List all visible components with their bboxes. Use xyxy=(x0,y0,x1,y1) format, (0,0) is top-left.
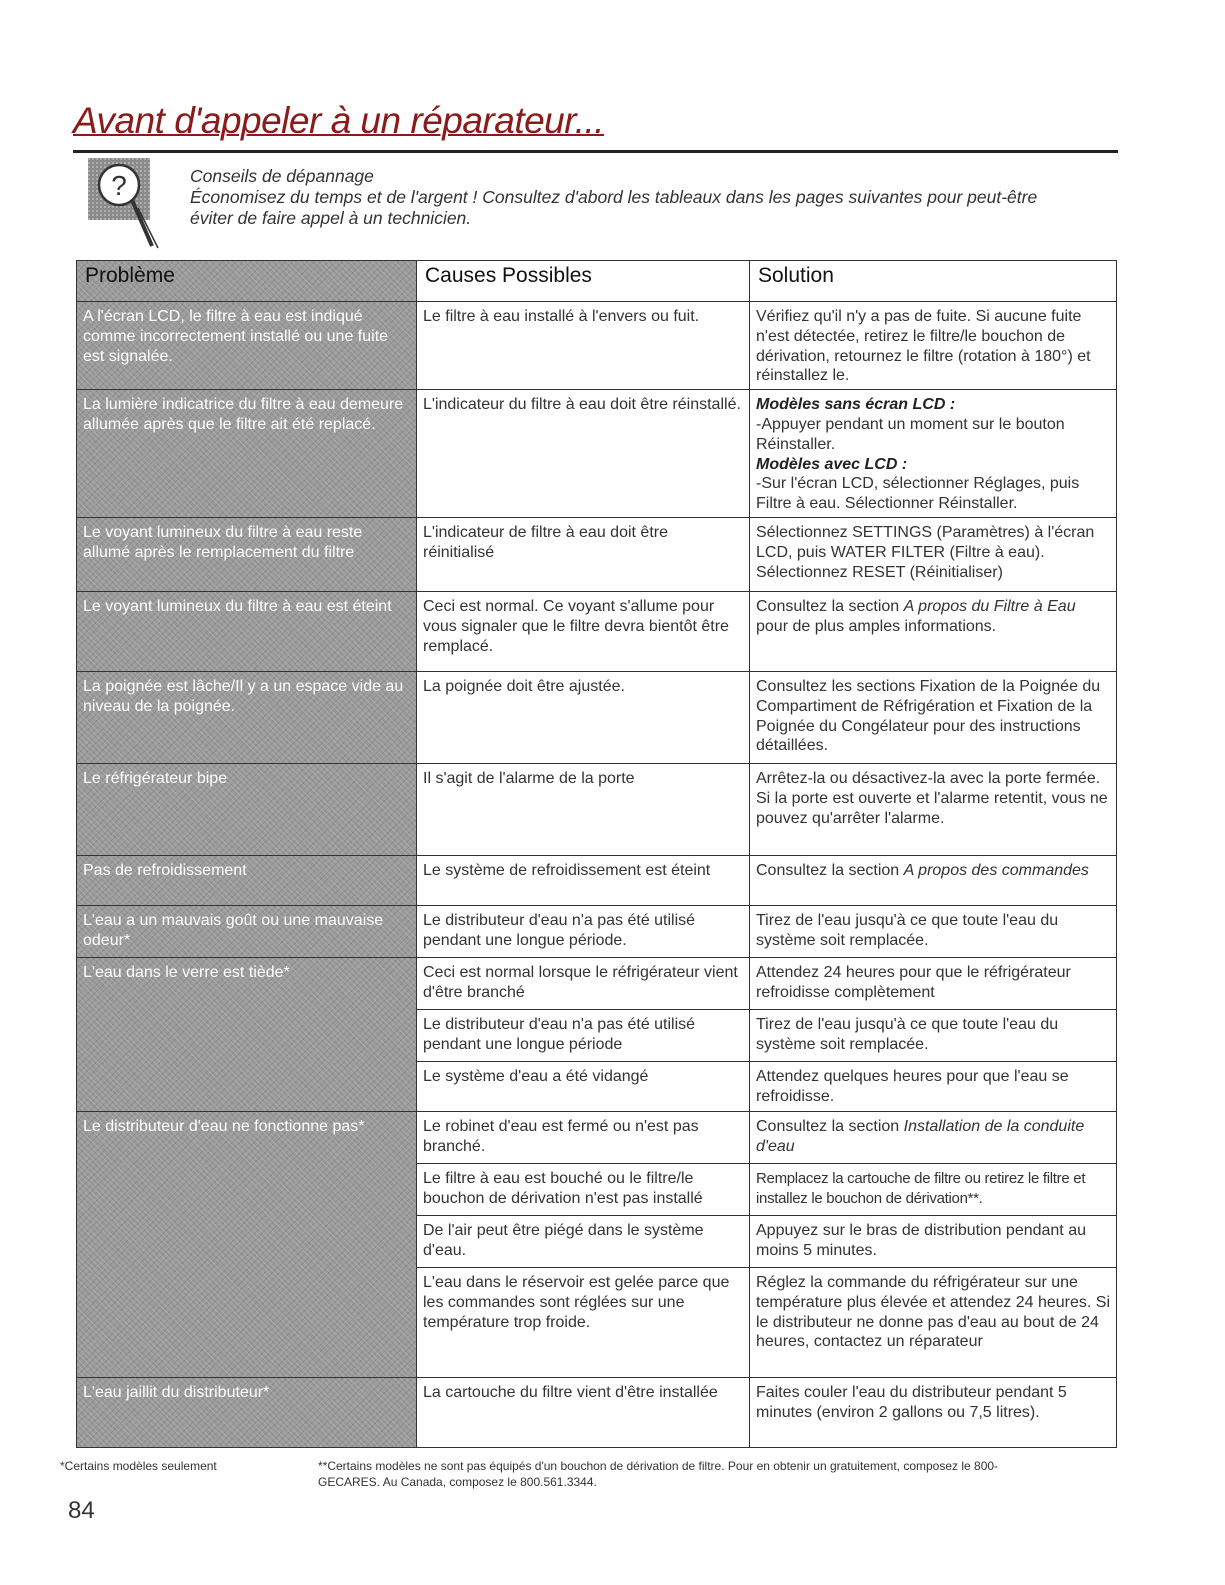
problem-cell: A l'écran LCD, le filtre à eau est indiqué comme incorrectement installé ou une fuite est signalée. xyxy=(77,302,417,390)
solution-cell: Tirez de l'eau jusqu'à ce que toute l'eau du système soit remplacée. xyxy=(750,905,1117,957)
magnifier-question-icon xyxy=(88,158,163,253)
page-title-bar xyxy=(73,100,1118,153)
table-row xyxy=(77,517,1117,591)
solution-cell: Vérifiez qu'il n'y a pas de fuite. Si aucune fuite n'est détectée, retirez le filtre/le bouchon de dérivation, retournez le filtre (rotation à 180°) et réinstallez le. xyxy=(750,302,1117,390)
problem-cell: La lumière indicatrice du filtre à eau demeure allumée après que le filtre ait été replacé. xyxy=(77,390,417,518)
solution-cell: Sélectionnez SETTINGS (Paramètres) à l'écran LCD, puis WATER FILTER (Filtre à eau). Sélectionnez RESET (Réinitialiser) xyxy=(750,517,1117,591)
header-solution: Solution xyxy=(750,261,1117,302)
problem-cell: Le voyant lumineux du filtre à eau reste allumé après le remplacement du filtre xyxy=(77,517,417,591)
solution-cell xyxy=(750,390,1117,518)
problem-cell: La poignée est lâche/Il y a un espace vide au niveau de la poignée. xyxy=(77,671,417,763)
problem-cell: Le voyant lumineux du filtre à eau est éteint xyxy=(77,591,417,671)
problem-cell: L'eau jaillit du distributeur* xyxy=(77,1377,417,1447)
solution-cell: Réglez la commande du réfrigérateur sur une température plus élevée et attendez 24 heures. Si le distributeur ne donne pas d'eau au bout de 24 heures, contactez un réparateur xyxy=(750,1267,1117,1377)
cause-cell: Il s'agit de l'alarme de la porte xyxy=(417,763,750,855)
cause-cell: Le système d'eau a été vidangé xyxy=(417,1061,750,1111)
problem-cell: L'eau dans le verre est tiède* xyxy=(77,957,417,1111)
solution-cell: Consultez la section A propos du Filtre à Eau pour de plus amples informations. xyxy=(750,591,1117,671)
table-row xyxy=(77,671,1117,763)
cause-cell: Le système de refroidissement est éteint xyxy=(417,855,750,905)
table-row xyxy=(77,1111,1117,1163)
header-problem: Problème xyxy=(77,261,417,302)
solution-cell: Appuyez sur le bras de distribution pendant au moins 5 minutes. xyxy=(750,1215,1117,1267)
cause-cell: Le filtre à eau est bouché ou le filtre/le bouchon de dérivation n'est pas installé xyxy=(417,1163,750,1215)
cause-cell: Le distributeur d'eau n'a pas été utilisé pendant une longue période. xyxy=(417,905,750,957)
solution-cell: Tirez de l'eau jusqu'à ce que toute l'eau du système soit remplacée. xyxy=(750,1009,1117,1061)
solution-subheading: Modèles sans écran LCD : xyxy=(756,396,956,414)
tips-text: Économisez du temps et de l'argent ! Consultez d'abord les tableaux dans les pages suivantes pour peut-être éviter de faire appel à un technicien. xyxy=(190,187,1038,228)
solution-cell: Consultez la section Installation de la conduite d'eau xyxy=(750,1111,1117,1163)
cause-cell: La poignée doit être ajustée. xyxy=(417,671,750,763)
table-row xyxy=(77,763,1117,855)
cause-cell: Le filtre à eau installé à l'envers ou fuit. xyxy=(417,302,750,390)
cause-cell: La cartouche du filtre vient d'être installée xyxy=(417,1377,750,1447)
page-title: Avant d'appeler à un réparateur... xyxy=(73,100,605,141)
solution-cell: Attendez quelques heures pour que l'eau se refroidisse. xyxy=(750,1061,1117,1111)
solution-cell: Consultez la section A propos des commandes xyxy=(750,855,1117,905)
cause-cell: L'indicateur du filtre à eau doit être réinstallé. xyxy=(417,390,750,518)
cause-cell: Le distributeur d'eau n'a pas été utilisé pendant une longue période xyxy=(417,1009,750,1061)
page-number: 84 xyxy=(68,1497,95,1524)
solution-cell: Remplacez la cartouche de filtre ou retirez le filtre et installez le bouchon de dérivation**. xyxy=(750,1163,1117,1215)
cause-cell: De l'air peut être piégé dans le système d'eau. xyxy=(417,1215,750,1267)
table-row xyxy=(77,591,1117,671)
header-causes: Causes Possibles xyxy=(417,261,750,302)
cause-cell: L'eau dans le réservoir est gelée parce que les commandes sont réglées sur une température trop froide. xyxy=(417,1267,750,1377)
table-row xyxy=(77,1377,1117,1447)
cause-cell: Le robinet d'eau est fermé ou n'est pas branché. xyxy=(417,1111,750,1163)
cause-cell: Ceci est normal lorsque le réfrigérateur vient d'être branché xyxy=(417,957,750,1009)
problem-cell: Le distributeur d'eau ne fonctionne pas* xyxy=(77,1111,417,1377)
tips-block xyxy=(190,166,1050,229)
cause-cell: L'indicateur de filtre à eau doit être réinitialisé xyxy=(417,517,750,591)
troubleshooting-table xyxy=(76,260,1117,1448)
footnote-bypass-plug: **Certains modèles ne sont pas équipés d'un bouchon de dérivation de filtre. Pour en obtenir un gratuitement, composez le 800-GECARES. Au Canada, composez le 800.561.3344. xyxy=(318,1459,999,1489)
tips-heading: Conseils de dépannage xyxy=(190,166,374,186)
problem-cell: Pas de refroidissement xyxy=(77,855,417,905)
problem-cell: Le réfrigérateur bipe xyxy=(77,763,417,855)
solution-cell: Arrêtez-la ou désactivez-la avec la porte fermée. Si la porte est ouverte et l'alarme retentit, vous ne pouvez qu'arrêter l'alarme. xyxy=(750,763,1117,855)
solution-cell: Attendez 24 heures pour que le réfrigérateur refroidisse complètement xyxy=(750,957,1117,1009)
svg-text:?: ? xyxy=(111,170,127,201)
table-row xyxy=(77,855,1117,905)
solution-text: -Sur l'écran LCD, sélectionner Réglages, puis Filtre à eau. Sélectionner Réinstaller. xyxy=(756,475,1080,513)
problem-cell: L'eau a un mauvais goût ou une mauvaise odeur* xyxy=(77,905,417,957)
solution-cell: Faites couler l'eau du distributeur pendant 5 minutes (environ 2 gallons ou 7,5 litres). xyxy=(750,1377,1117,1447)
table-row xyxy=(77,957,1117,1009)
footnote-models: *Certains modèles seulement xyxy=(60,1459,217,1473)
table-row xyxy=(77,905,1117,957)
solution-text: -Appuyer pendant un moment sur le bouton Réinstaller. xyxy=(756,415,1065,453)
table-row xyxy=(77,390,1117,518)
table-row xyxy=(77,302,1117,390)
table-header-row xyxy=(77,261,1117,302)
solution-cell: Consultez les sections Fixation de la Poignée du Compartiment de Réfrigération et Fixation de la Poignée du Congélateur pour des instructions détaillées. xyxy=(750,671,1117,763)
solution-subheading: Modèles avec LCD : xyxy=(756,455,908,473)
cause-cell: Ceci est normal. Ce voyant s'allume pour vous signaler que le filtre devra bientôt être remplacé. xyxy=(417,591,750,671)
